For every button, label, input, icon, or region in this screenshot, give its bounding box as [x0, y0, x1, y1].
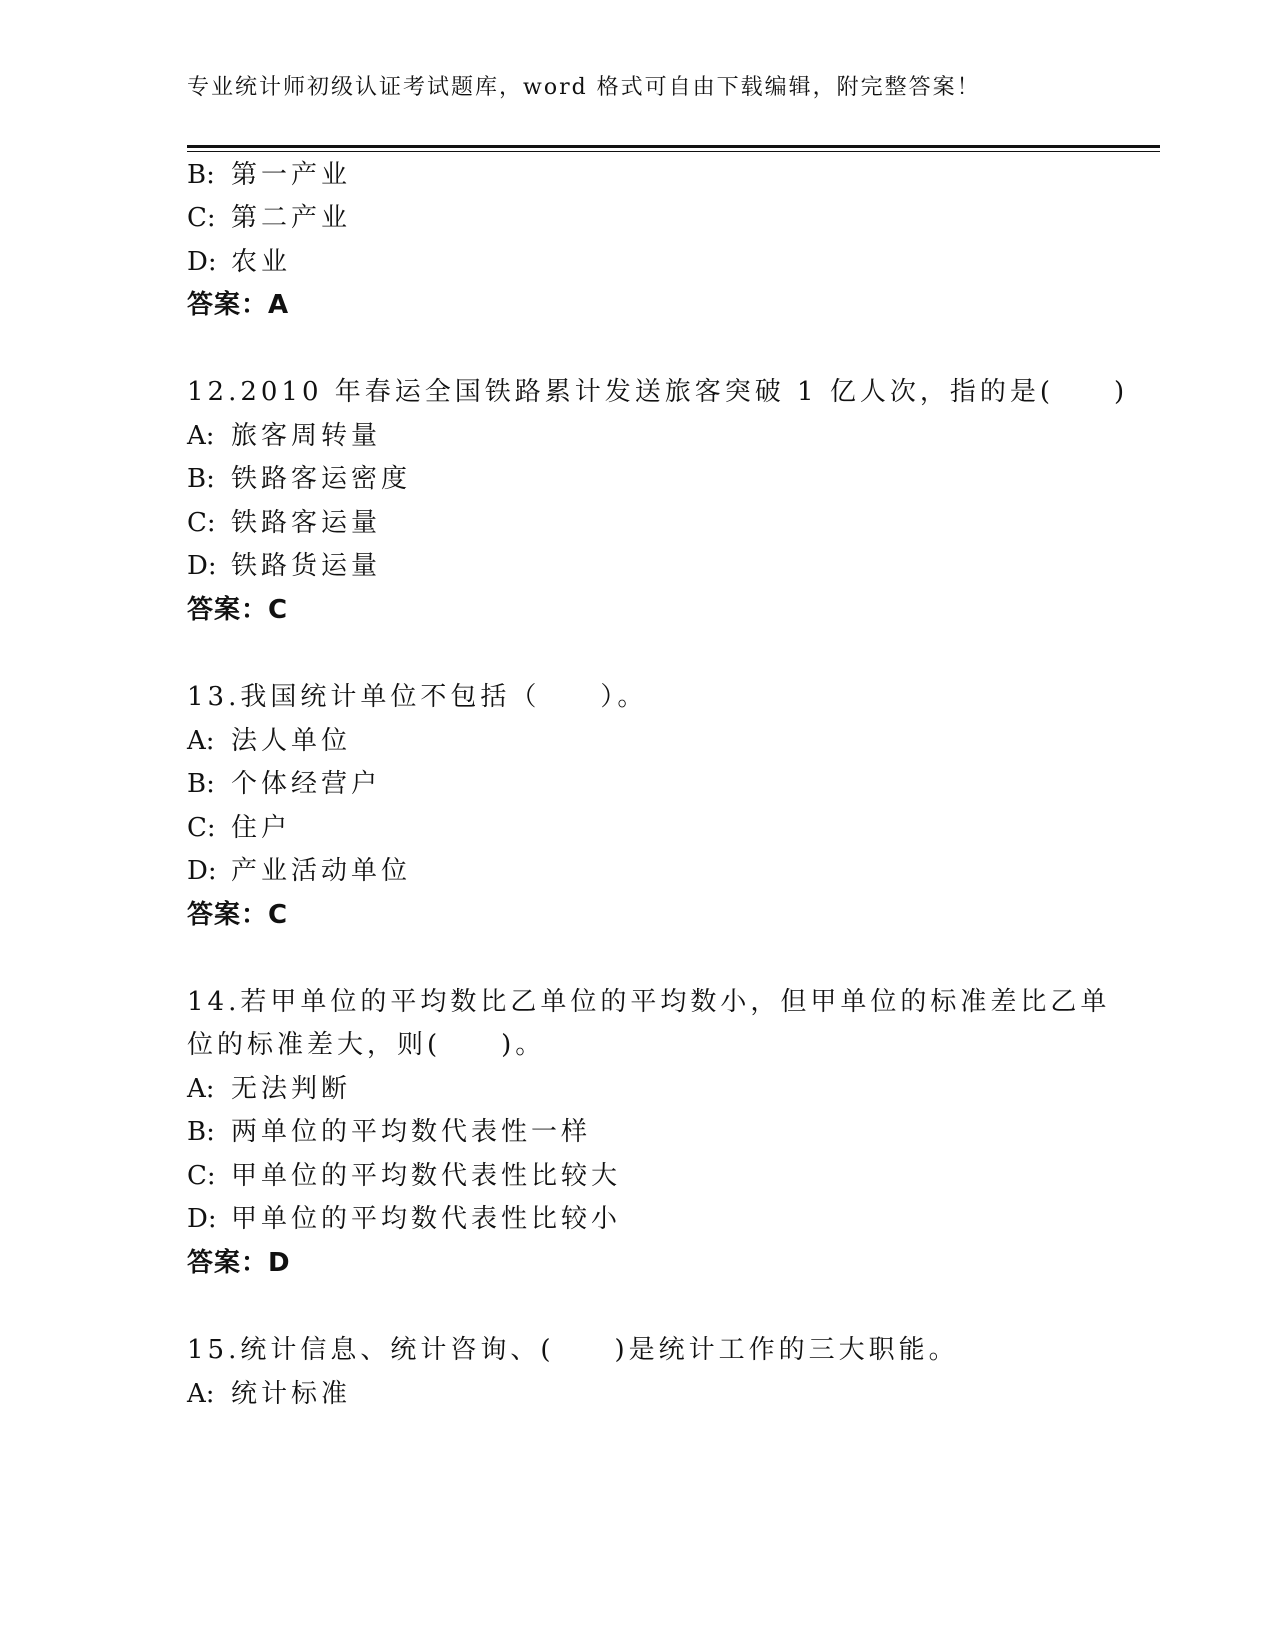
- q14-option-a: [187, 1072, 351, 1106]
- option-text: 甲单位的平均数代表性比较大: [231, 1161, 622, 1191]
- option-text: 铁路客运密度: [231, 464, 412, 494]
- q11-answer: 答案：A: [187, 290, 290, 320]
- q12-option-a: [187, 419, 381, 453]
- option-letter: C:: [187, 813, 216, 843]
- option-text: 农业: [231, 247, 292, 277]
- q15-option-a: [187, 1377, 351, 1411]
- q11-option-d: [187, 245, 291, 279]
- option-letter: C:: [187, 1161, 216, 1191]
- option-letter: B:: [187, 1117, 215, 1147]
- q14-option-d: [187, 1202, 621, 1236]
- option-letter: D:: [187, 247, 217, 277]
- q11-option-b: [187, 158, 351, 192]
- q13-option-c: [187, 811, 291, 845]
- option-letter: B:: [187, 160, 215, 190]
- q12-option-b: [187, 462, 411, 496]
- option-letter: A:: [187, 1379, 215, 1409]
- option-text: 两单位的平均数代表性一样: [231, 1117, 592, 1147]
- page-header: 专业统计师初级认证考试题库，word 格式可自由下载编辑，附完整答案！: [187, 75, 981, 100]
- option-text: 产业活动单位: [231, 856, 412, 886]
- option-letter: B:: [187, 769, 215, 799]
- q13-answer: 答案：C: [187, 900, 289, 930]
- option-text: 甲单位的平均数代表性比较小: [231, 1204, 622, 1234]
- option-letter: D:: [187, 551, 217, 581]
- option-text: 第一产业: [231, 160, 352, 190]
- option-text: 住户: [231, 813, 292, 843]
- option-letter: C:: [187, 203, 216, 233]
- q13-option-b: [187, 767, 381, 801]
- option-text: 旅客周转量: [231, 421, 382, 451]
- option-text: 无法判断: [231, 1074, 352, 1104]
- q12-option-d: [187, 549, 381, 583]
- option-letter: D:: [187, 1204, 217, 1234]
- option-letter: C:: [187, 508, 216, 538]
- q14-option-c: [187, 1159, 621, 1193]
- q15-stem: 15.统计信息、统计咨询、( )是统计工作的三大职能。: [187, 1335, 959, 1365]
- option-text: 个体经营户: [231, 769, 382, 799]
- q14-option-b: [187, 1115, 591, 1149]
- q12-option-c: [187, 506, 381, 540]
- option-text: 铁路货运量: [231, 551, 382, 581]
- header-rule: [187, 145, 1160, 148]
- q14-stem-line1: 14.若甲单位的平均数比乙单位的平均数小，但甲单位的标准差比乙单: [187, 987, 1111, 1017]
- q13-stem: 13.我国统计单位不包括（ ）。: [187, 682, 648, 712]
- q13-option-a: [187, 724, 351, 758]
- option-letter: D:: [187, 856, 217, 886]
- q14-stem-line2: 位的标准差大，则( )。: [187, 1030, 546, 1060]
- option-text: 统计标准: [231, 1379, 352, 1409]
- q12-stem: 12.2010 年春运全国铁路累计发送旅客突破 1 亿人次，指的是( ): [187, 377, 1129, 407]
- option-text: 法人单位: [231, 726, 352, 756]
- q14-answer: 答案：D: [187, 1248, 291, 1278]
- option-letter: A:: [187, 421, 215, 451]
- q11-option-c: [187, 201, 351, 235]
- option-text: 第二产业: [231, 203, 352, 233]
- option-letter: A:: [187, 726, 215, 756]
- q13-option-d: [187, 854, 411, 888]
- q12-answer: 答案：C: [187, 595, 289, 625]
- option-letter: B:: [187, 464, 215, 494]
- option-letter: A:: [187, 1074, 215, 1104]
- option-text: 铁路客运量: [231, 508, 382, 538]
